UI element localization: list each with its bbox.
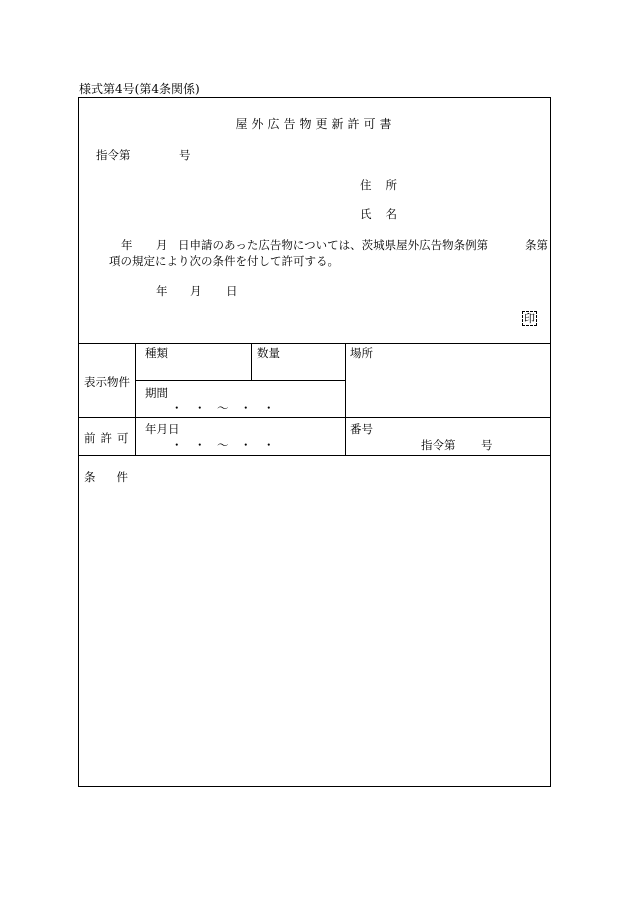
document-title: 屋外広告物更新許可書 <box>235 117 396 131</box>
seal-mark: 印 <box>524 312 535 325</box>
previous-permit-number-prefix: 指令第 <box>421 438 456 452</box>
previous-permit-date-value: ・ ・ 〜 ・ ・ <box>171 438 275 452</box>
form-number-label: 様式第4号(第4条関係) <box>79 82 200 96</box>
issue-month: 月 <box>190 284 202 298</box>
divider-type-quantity <box>251 343 252 380</box>
directive-number-prefix: 指令第 <box>96 148 131 162</box>
body-year: 年 <box>121 238 133 252</box>
issue-year: 年 <box>156 284 168 298</box>
divider-period <box>135 380 345 381</box>
divider-conditions <box>79 455 550 456</box>
previous-permit-date-label: 年月日 <box>145 422 180 436</box>
period-value: ・ ・ 〜 ・ ・ <box>171 401 275 415</box>
previous-permit-number-suffix: 号 <box>481 438 493 452</box>
body-text-line2: 項の規定により次の条件を付して許可する。 <box>109 254 339 268</box>
type-label: 種類 <box>145 346 168 360</box>
divider-previous-permit <box>79 417 550 418</box>
directive-number-suffix: 号 <box>179 148 191 162</box>
divider-place <box>345 343 346 455</box>
body-text-line1: 日申請のあった広告物については、茨城県屋外広告物条例第 <box>178 238 489 252</box>
divider-label-column <box>135 343 136 455</box>
issue-day: 日 <box>226 284 238 298</box>
name-label: 氏名 <box>360 207 411 221</box>
previous-permit-label: 前許可 <box>84 431 134 445</box>
conditions-label: 条件 <box>84 470 149 484</box>
quantity-label: 数量 <box>257 346 280 360</box>
display-item-label: 表示物件 <box>84 375 130 389</box>
address-label: 住所 <box>360 178 411 192</box>
body-month: 月 <box>156 238 168 252</box>
divider-header <box>79 343 550 344</box>
permit-form-frame <box>78 97 551 787</box>
place-label: 場所 <box>350 346 373 360</box>
period-label: 期間 <box>145 386 168 400</box>
body-article: 条第 <box>525 238 548 252</box>
previous-permit-number-label: 番号 <box>350 422 373 436</box>
